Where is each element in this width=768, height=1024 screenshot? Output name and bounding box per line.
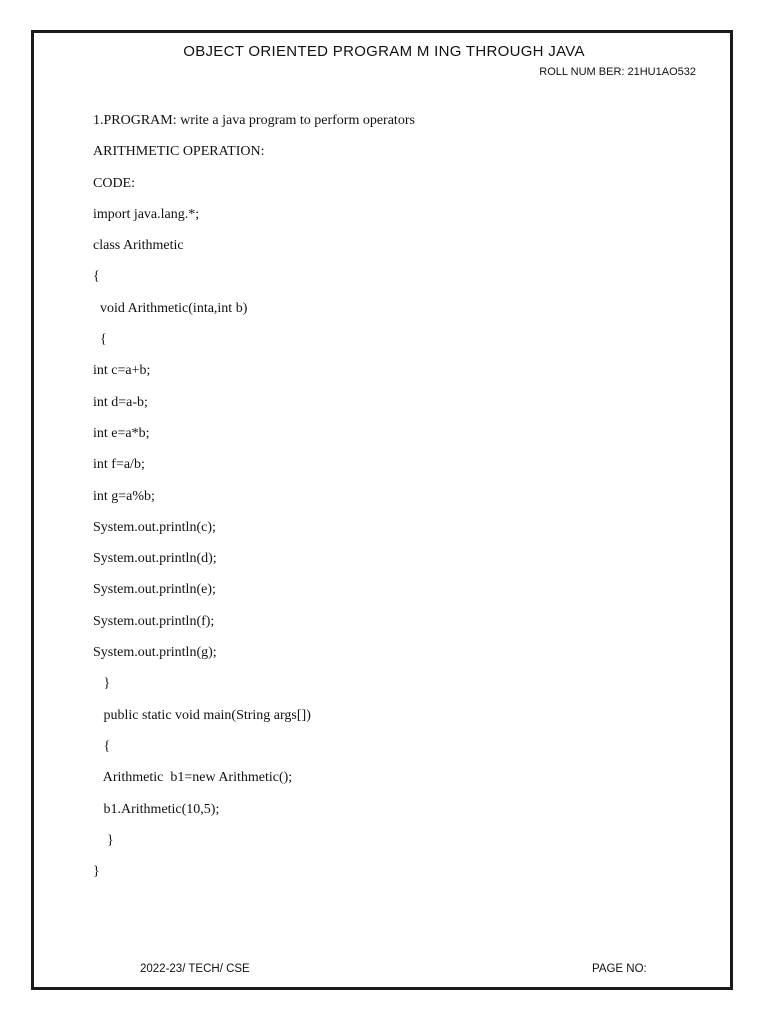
roll-number: ROLL NUM BER: 21HU1AO532 (539, 66, 696, 78)
code-line: import java.lang.*; (93, 206, 200, 222)
document-heading-line: 1.PROGRAM: write a java program to perform operators (93, 113, 415, 128)
code-line: class Arithmetic (93, 238, 184, 254)
program-listing (93, 112, 713, 894)
code-line: int g=a%b; (93, 488, 155, 504)
document-heading-line: CODE: (93, 175, 135, 191)
code-line: public static void main(String args[]) (93, 707, 311, 723)
footer-page-number: PAGE NO: (592, 963, 647, 975)
code-line: int d=a-b; (93, 394, 148, 410)
code-line: b1.Arithmetic(10,5); (93, 801, 220, 817)
code-line: System.out.println(f); (93, 613, 215, 629)
code-line: } (93, 864, 100, 880)
document-heading-line: ARITHMETIC OPERATION: (93, 144, 265, 160)
code-line: { (93, 738, 111, 754)
code-line: Arithmetic b1=new Arithmetic(); (93, 770, 293, 786)
code-line: System.out.println(e); (93, 582, 216, 598)
document-title: OBJECT ORIENTED PROGRAM M ING THROUGH JAVA (183, 43, 585, 60)
code-line: System.out.println(g); (93, 645, 217, 661)
code-line: int f=a/b; (93, 457, 145, 473)
code-line: System.out.println(d); (93, 551, 217, 567)
code-line: void Arithmetic(inta,int b) (93, 300, 248, 316)
code-line: System.out.println(c); (93, 519, 216, 535)
code-line: int e=a*b; (93, 425, 150, 441)
code-line: } (93, 676, 111, 692)
footer-course-info: 2022-23/ TECH/ CSE (140, 963, 250, 975)
code-line: { (93, 269, 100, 285)
code-line: { (93, 332, 107, 348)
code-line: } (93, 832, 114, 848)
code-line: int c=a+b; (93, 363, 151, 379)
